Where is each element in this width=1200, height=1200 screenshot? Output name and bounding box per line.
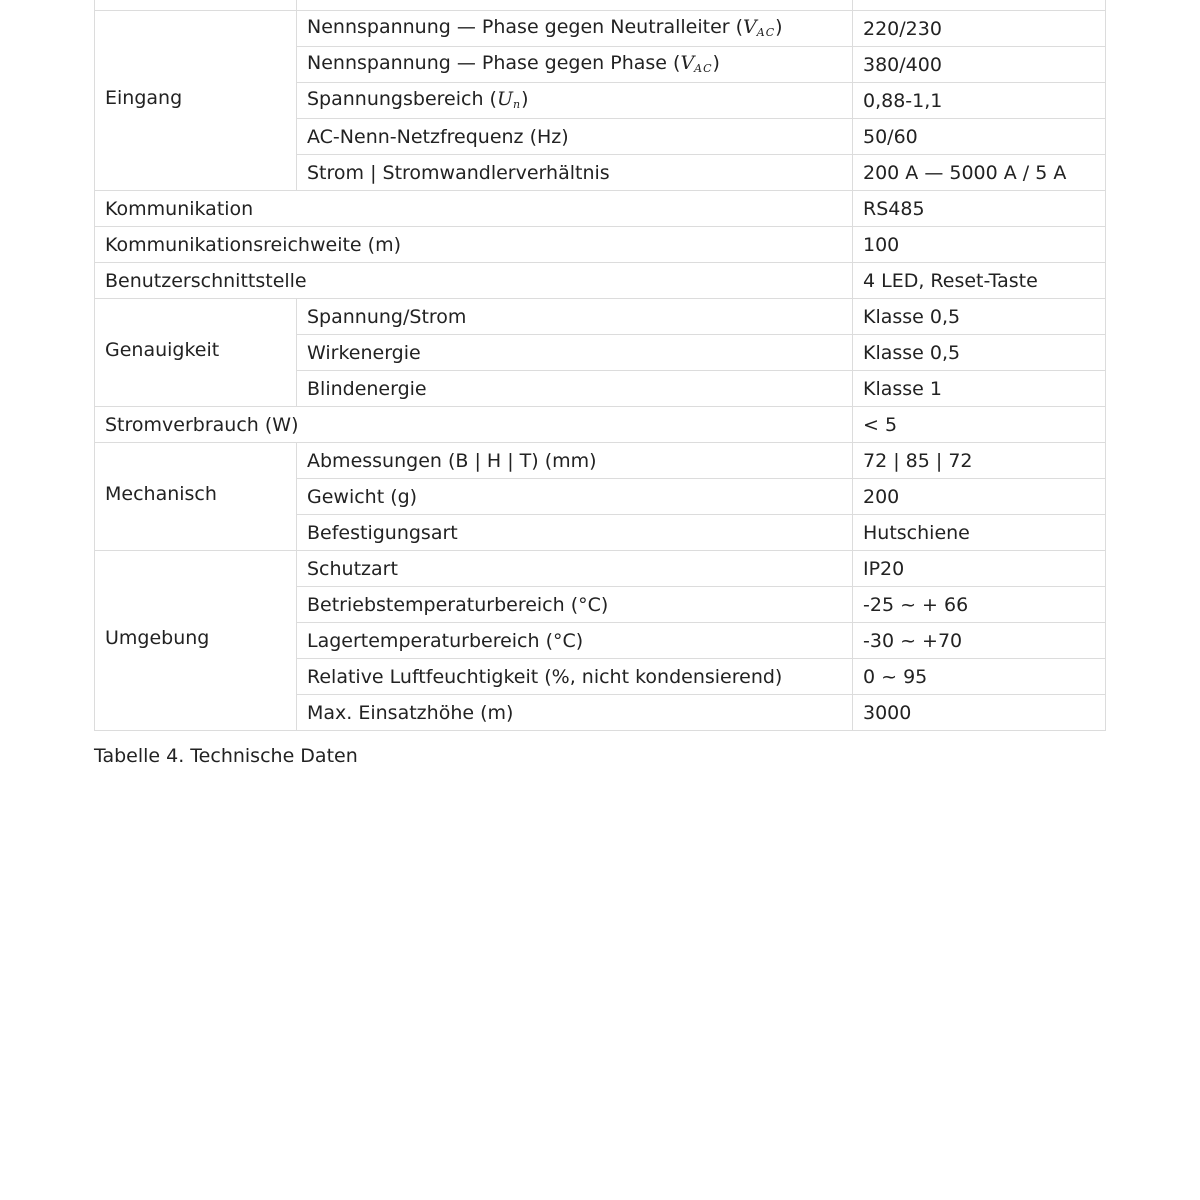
parameter-cell: Nennspannung — Phase gegen Phase (VAC)	[297, 47, 853, 83]
parameter-cell: Betriebstemperaturbereich (°C)	[297, 587, 853, 623]
value-cell: RS485	[853, 191, 1106, 227]
value-cell: 200	[853, 479, 1106, 515]
value-cell: < 5	[853, 407, 1106, 443]
value-cell: IP20	[853, 551, 1106, 587]
value-cell: 220/230	[853, 11, 1106, 47]
parameter-cell	[297, 0, 853, 11]
table-row	[95, 227, 1106, 263]
parameter-cell: Max. Einsatzhöhe (m)	[297, 695, 853, 731]
value-cell: 200 A — 5000 A / 5 A	[853, 155, 1106, 191]
value-cell: -30 ~ +70	[853, 623, 1106, 659]
group-label-mechanisch: Mechanisch	[95, 443, 297, 551]
parameter-cell: AC-Nenn-Netzfrequenz (Hz)	[297, 119, 853, 155]
math-symbol: U	[496, 88, 513, 110]
math-subscript: AC	[756, 26, 776, 39]
table-row	[95, 11, 1106, 47]
parameter-cell: Lagertemperaturbereich (°C)	[297, 623, 853, 659]
value-cell: Klasse 0,5	[853, 335, 1106, 371]
value-cell: Klasse 0,5	[853, 299, 1106, 335]
parameter-cell: Relative Luftfeuchtigkeit (%, nicht kondensierend)	[297, 659, 853, 695]
math-symbol: V	[743, 16, 757, 38]
specifications-table	[94, 0, 1106, 731]
math-symbol: V	[680, 52, 695, 74]
parameter-cell: Abmessungen (B | H | T) (mm)	[297, 443, 853, 479]
table-row	[95, 299, 1106, 335]
group-label-genauigkeit: Genauigkeit	[95, 299, 297, 407]
value-cell: 4 LED, Reset-Taste	[853, 263, 1106, 299]
math-subscript: n	[512, 98, 522, 111]
label-cell-kommunikation: Kommunikation	[95, 191, 853, 227]
label-cell-stromverbrauch: Stromverbrauch (W)	[95, 407, 853, 443]
table-row	[95, 0, 1106, 11]
value-cell: 3000	[853, 695, 1106, 731]
parameter-cell: Spannung/Strom	[297, 299, 853, 335]
parameter-cell: Schutzart	[297, 551, 853, 587]
parameter-cell: Gewicht (g)	[297, 479, 853, 515]
value-cell: -25 ~ + 66	[853, 587, 1106, 623]
value-cell: 100	[853, 227, 1106, 263]
table-row	[95, 443, 1106, 479]
math-subscript: AC	[694, 62, 713, 75]
value-cell: Hutschiene	[853, 515, 1106, 551]
value-cell: 0,88-1,1	[853, 83, 1106, 119]
value-cell: 50/60	[853, 119, 1106, 155]
group-label-eingang: Eingang	[95, 11, 297, 191]
parameter-cell: Nennspannung — Phase gegen Neutralleiter (VAC)	[297, 11, 853, 47]
group-label-cell	[95, 0, 297, 11]
group-label-umgebung: Umgebung	[95, 551, 297, 731]
table-row	[95, 551, 1106, 587]
parameter-cell: Blindenergie	[297, 371, 853, 407]
parameter-cell: Strom | Stromwandlerverhältnis	[297, 155, 853, 191]
table-row	[95, 407, 1106, 443]
label-cell-kommunikationsreichweite: Kommunikationsreichweite (m)	[95, 227, 853, 263]
value-cell: 380/400	[853, 47, 1106, 83]
value-cell: 0 ~ 95	[853, 659, 1106, 695]
parameter-cell: Spannungsbereich (Un)	[297, 83, 853, 119]
label-cell-benutzerschnittstelle: Benutzerschnittstelle	[95, 263, 853, 299]
table-row	[95, 263, 1106, 299]
table-caption: Tabelle 4. Technische Daten	[94, 745, 358, 767]
value-cell	[853, 0, 1106, 11]
parameter-cell: Wirkenergie	[297, 335, 853, 371]
table-row	[95, 191, 1106, 227]
value-cell: Klasse 1	[853, 371, 1106, 407]
value-cell: 72 | 85 | 72	[853, 443, 1106, 479]
parameter-cell: Befestigungsart	[297, 515, 853, 551]
